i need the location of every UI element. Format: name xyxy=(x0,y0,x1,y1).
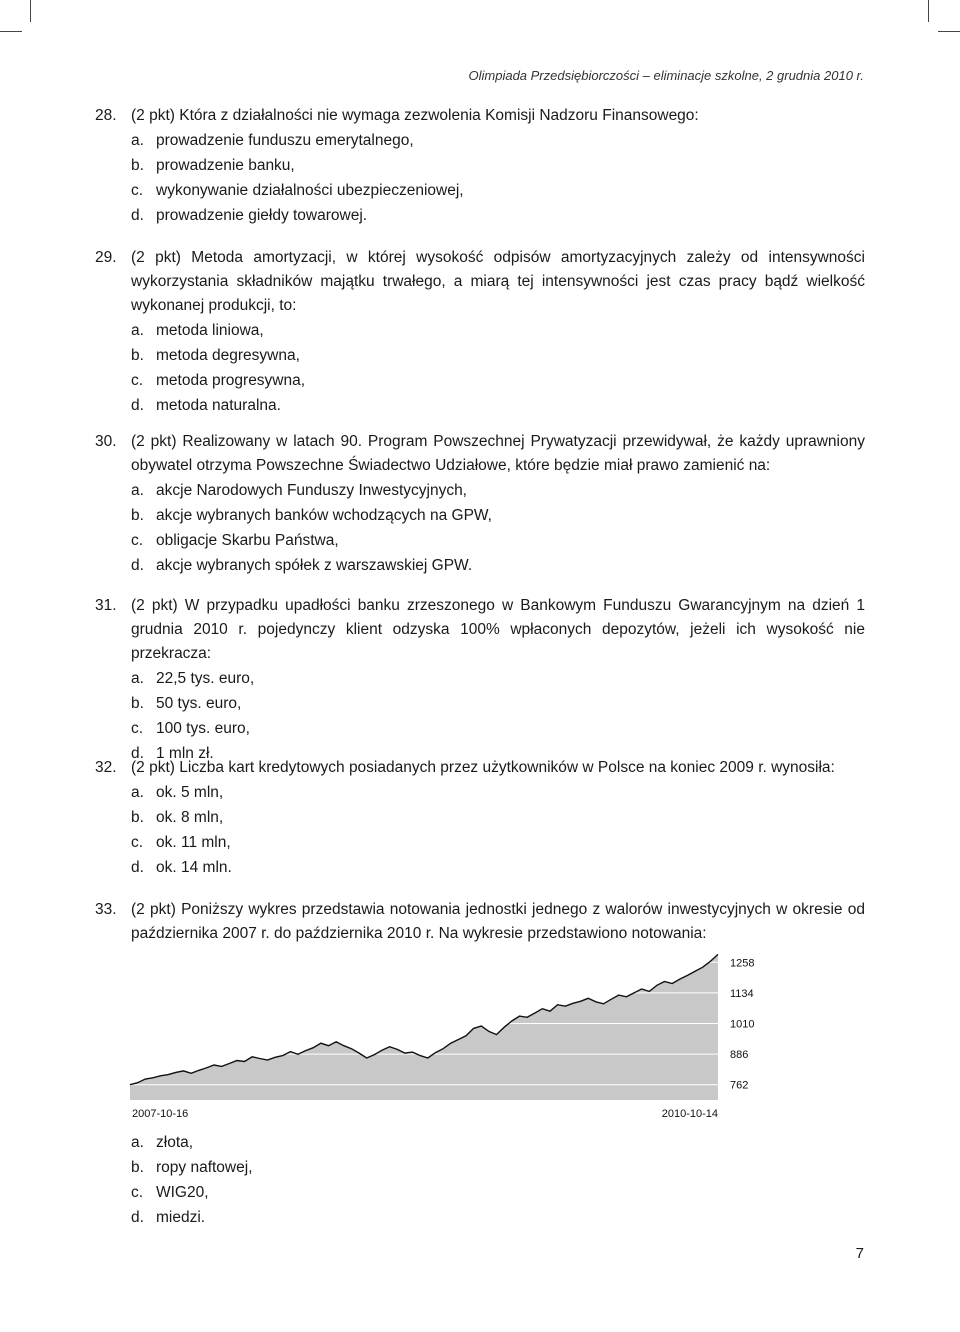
option-b[interactable] xyxy=(131,1155,865,1180)
option-c[interactable] xyxy=(131,1180,865,1205)
option-letter: b. xyxy=(131,156,144,174)
options-list xyxy=(131,318,865,418)
option-text: ok. 8 mln, xyxy=(156,808,224,826)
option-text: akcje Narodowych Funduszy Inwestycyjnych, xyxy=(156,481,467,499)
option-c[interactable] xyxy=(131,830,865,855)
option-letter: a. xyxy=(131,783,144,801)
question-text: (2 pkt) Liczba kart kredytowych posiadanych przez użytkowników w Polsce na koniec 2009 r. wynosiła: xyxy=(131,759,835,776)
chart-x-label-end: 2010-10-14 xyxy=(661,1108,718,1120)
options-list xyxy=(131,478,865,578)
crop-mark xyxy=(938,31,960,32)
option-text: prowadzenie banku, xyxy=(156,156,295,174)
option-d[interactable] xyxy=(131,1205,865,1230)
option-b[interactable] xyxy=(131,691,865,716)
option-letter: b. xyxy=(131,1158,144,1176)
question-number: 33. xyxy=(95,901,117,918)
option-text: 100 tys. euro, xyxy=(156,719,250,737)
question-number: 28. xyxy=(95,107,117,124)
option-text: ropy naftowej, xyxy=(156,1158,253,1176)
option-text: prowadzenie giełdy towarowej. xyxy=(156,206,368,224)
option-d[interactable] xyxy=(131,855,865,880)
question-text: (2 pkt) Metoda amortyzacji, w której wysokość odpisów amortyzacyjnych zależy od intensywności wykorzystania składników majątku trwałego, a miarą tej intensywności jest czas pracy bądź wielkość wykonanej produkcji, to: xyxy=(131,249,865,314)
option-letter: a. xyxy=(131,1133,144,1151)
question-30 xyxy=(95,430,865,578)
option-letter: d. xyxy=(131,556,144,574)
option-a[interactable] xyxy=(131,666,865,691)
option-letter: d. xyxy=(131,858,144,876)
option-c[interactable] xyxy=(131,528,865,553)
option-text: 50 tys. euro, xyxy=(156,694,242,712)
options-list xyxy=(131,666,865,766)
option-c[interactable] xyxy=(131,178,865,203)
option-text: WIG20, xyxy=(156,1183,209,1201)
question-33 xyxy=(95,898,865,946)
question-number: 30. xyxy=(95,433,117,450)
chart-x-label-start: 2007-10-16 xyxy=(132,1108,189,1120)
option-letter: a. xyxy=(131,321,144,339)
option-text: prowadzenie funduszu emerytalnego, xyxy=(156,131,414,149)
crop-mark xyxy=(928,0,929,22)
option-letter: d. xyxy=(131,1208,144,1226)
option-a[interactable] xyxy=(131,478,865,503)
option-a[interactable] xyxy=(131,318,865,343)
option-letter: d. xyxy=(131,206,144,224)
option-a[interactable] xyxy=(131,780,865,805)
option-letter: c. xyxy=(131,181,144,199)
option-text: ok. 14 mln. xyxy=(156,858,232,876)
option-d[interactable] xyxy=(131,553,865,578)
question-28 xyxy=(95,104,865,228)
option-text: metoda liniowa, xyxy=(156,321,264,339)
question-31 xyxy=(95,594,865,766)
option-text: metoda naturalna. xyxy=(156,396,281,414)
option-b[interactable] xyxy=(131,805,865,830)
question-number: 31. xyxy=(95,597,117,614)
option-letter: b. xyxy=(131,808,144,826)
option-letter: a. xyxy=(131,481,144,499)
option-letter: c. xyxy=(131,719,144,737)
option-letter: b. xyxy=(131,694,144,712)
price-chart xyxy=(120,945,760,1125)
option-a[interactable] xyxy=(131,1130,865,1155)
option-letter: c. xyxy=(131,1183,144,1201)
option-text: 1 mln zł. xyxy=(156,744,214,762)
option-text: metoda degresywna, xyxy=(156,346,300,364)
option-text: metoda progresywna, xyxy=(156,371,306,389)
question-32 xyxy=(95,756,865,880)
option-c[interactable] xyxy=(131,716,865,741)
question-text: (2 pkt) Poniższy wykres przedstawia notowania jednostki jednego z walorów inwestycyjnych w okresie od października 2007 r. do października 2010 r. Na wykresie przedstawiono notowania: xyxy=(131,901,865,942)
chart-y-tick-label: 886 xyxy=(730,1049,749,1062)
question-number: 32. xyxy=(95,759,117,776)
option-text: akcje wybranych spółek z warszawskiej GPW. xyxy=(156,556,473,574)
option-letter: c. xyxy=(131,371,144,389)
chart-y-tick-label: 1010 xyxy=(730,1018,755,1031)
option-d[interactable] xyxy=(131,203,865,228)
chart-y-tick-label: 762 xyxy=(730,1079,749,1092)
option-c[interactable] xyxy=(131,368,865,393)
crop-mark xyxy=(30,0,31,22)
question-text: (2 pkt) Która z działalności nie wymaga zezwolenia Komisji Nadzoru Finansowego: xyxy=(131,107,699,124)
option-text: złota, xyxy=(156,1133,194,1151)
option-text: 22,5 tys. euro, xyxy=(156,669,255,687)
chart-y-tick-label: 1258 xyxy=(730,957,755,970)
chart-area-fill xyxy=(130,954,718,1100)
option-letter: b. xyxy=(131,506,144,524)
option-letter: a. xyxy=(131,131,144,149)
page-header: Olimpiada Przedsiębiorczości – eliminacje szkolne, 2 grudnia 2010 r. xyxy=(468,68,864,83)
option-d[interactable] xyxy=(131,393,865,418)
chart-y-tick-label: 1134 xyxy=(730,987,754,1000)
option-text: obligacje Skarbu Państwa, xyxy=(156,531,339,549)
option-letter: c. xyxy=(131,531,144,549)
option-letter: a. xyxy=(131,669,144,687)
option-letter: d. xyxy=(131,744,144,762)
question-33-options xyxy=(95,1130,865,1230)
option-b[interactable] xyxy=(131,503,865,528)
option-letter: c. xyxy=(131,833,144,851)
price-chart-svg xyxy=(120,945,760,1125)
option-letter: b. xyxy=(131,346,144,364)
question-29 xyxy=(95,246,865,418)
option-b[interactable] xyxy=(131,343,865,368)
question-text: (2 pkt) Realizowany w latach 90. Program Powszechnej Prywatyzacji przewidywał, że każdy uprawniony obywatel otrzyma Powszechne Świadectwo Udziałowe, które będzie miał prawo zamienić na: xyxy=(131,433,865,474)
question-text: (2 pkt) W przypadku upadłości banku zrzeszonego w Bankowym Funduszu Gwarancyjnym na dzień 1 grudnia 2010 r. pojedynczy klient odzyska 100% wpłaconych depozytów, jeżeli ich wysokość nie przekracza: xyxy=(131,597,865,662)
option-text: ok. 11 mln, xyxy=(156,833,231,851)
option-text: akcje wybranych banków wchodzących na GPW, xyxy=(156,506,492,524)
option-b[interactable] xyxy=(131,153,865,178)
option-text: ok. 5 mln, xyxy=(156,783,224,801)
option-letter: d. xyxy=(131,396,144,414)
page-number: 7 xyxy=(855,1245,864,1262)
option-text: wykonywanie działalności ubezpieczeniowej, xyxy=(156,181,464,199)
crop-mark xyxy=(0,31,22,32)
options-list xyxy=(131,780,865,880)
question-number: 29. xyxy=(95,249,117,266)
options-list xyxy=(131,128,865,228)
options-list xyxy=(131,1130,865,1230)
option-text: miedzi. xyxy=(156,1208,206,1226)
option-a[interactable] xyxy=(131,128,865,153)
